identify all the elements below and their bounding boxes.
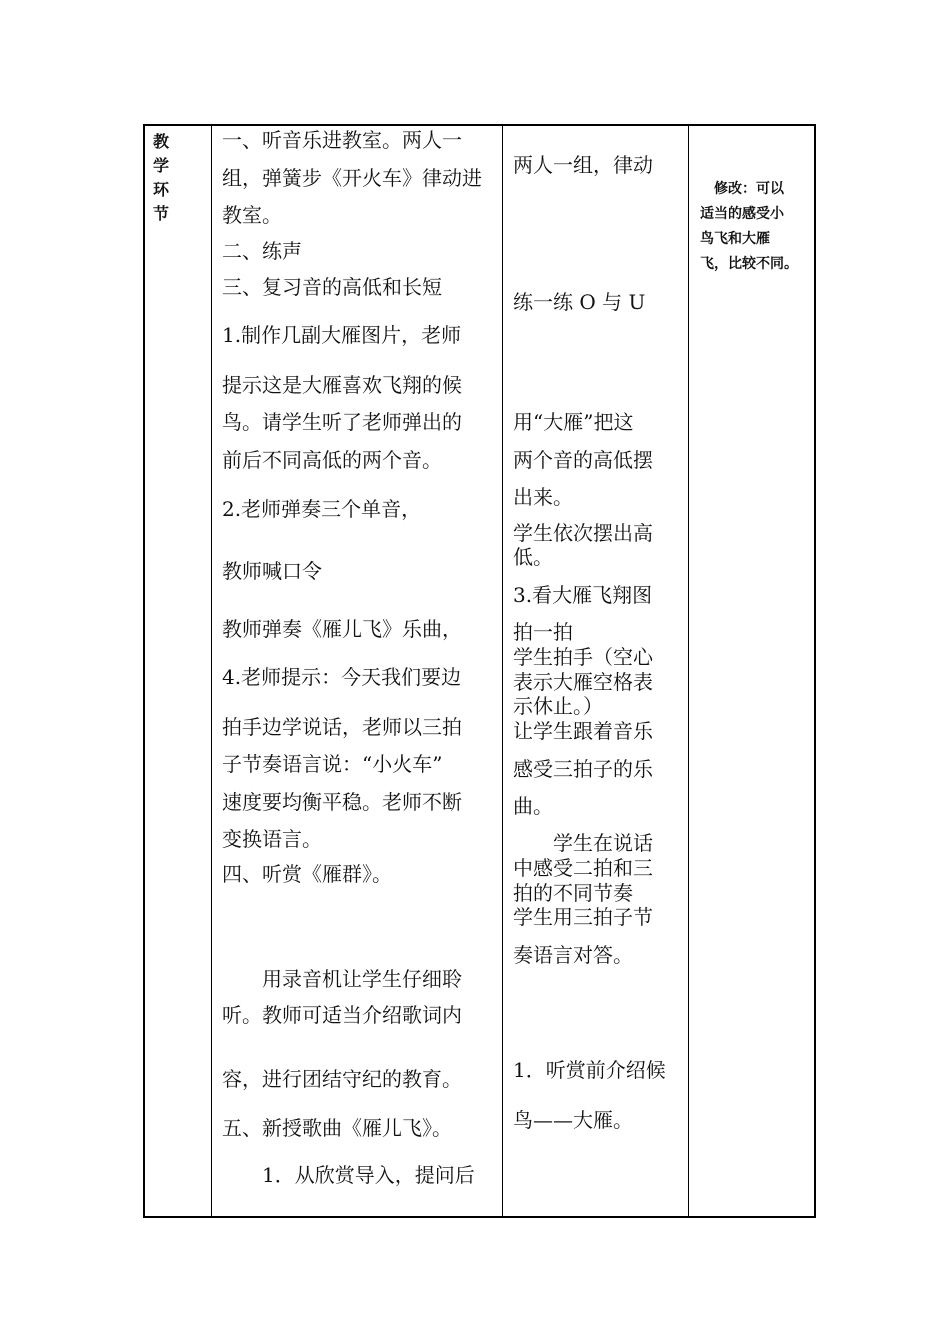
revision-note-line: 适当的感受小 <box>700 206 784 222</box>
activity-line: 学生用三拍子节 <box>513 905 653 929</box>
section-label: 教 学 环 节 <box>153 132 170 223</box>
activity-line: 出来。 <box>513 485 573 509</box>
activity-line: 鸟——大雁。 <box>513 1108 633 1132</box>
procedure-line: 听。教师可适当介绍歌词内 <box>222 1003 462 1027</box>
activity-line: 3.看大雁飞翔图 <box>513 583 653 607</box>
procedure-line: 4.老师提示：今天我们要边 <box>222 665 462 689</box>
activity-line: 拍一拍 <box>513 620 573 644</box>
activity-line: 感受三拍子的乐 <box>513 757 653 781</box>
activity-line: 中感受二拍和三 <box>513 856 653 880</box>
activity-line: 学生拍手（空心 <box>513 645 653 669</box>
procedure-line: 子节奏语言说：“小火车” <box>222 752 443 776</box>
procedure-line: 提示这是大雁喜欢飞翔的候 <box>222 373 462 397</box>
activity-line: 用“大雁”把这 <box>513 410 634 434</box>
activity-line: 低。 <box>513 545 553 569</box>
activity-line: 拍的不同节奏 <box>513 881 633 905</box>
activity-line: 表示大雁空格表 <box>513 670 653 694</box>
procedure-line: 一、听音乐进教室。两人一 <box>222 128 462 152</box>
revision-note-line: 鸟飞和大雁 <box>700 231 770 247</box>
revision-note-line: 飞，比较不同。 <box>700 256 798 272</box>
procedure-line: 1.制作几副大雁图片，老师 <box>222 323 462 347</box>
activity-line: 奏语言对答。 <box>513 943 633 967</box>
procedure-line: 二、练声 <box>222 239 302 263</box>
activity-line: 曲。 <box>513 794 553 818</box>
procedure-line: 鸟。请学生听了老师弹出的 <box>222 410 462 434</box>
activity-line: 两个音的高低摆 <box>513 448 653 472</box>
procedure-line: 2.老师弹奏三个单音， <box>222 497 422 521</box>
procedure-line: 五、新授歌曲《雁儿飞》。 <box>222 1116 452 1140</box>
activity-line: 1．听赏前介绍候 <box>513 1058 666 1082</box>
column-divider <box>211 126 212 1216</box>
activity-line: 让学生跟着音乐 <box>513 719 653 743</box>
procedure-line: 容，进行团结守纪的教育。 <box>222 1067 462 1091</box>
procedure-line: 速度要均衡平稳。老师不断 <box>222 790 462 814</box>
procedure-line: 三、复习音的高低和长短 <box>222 275 442 299</box>
activity-line: 两人一组，律动 <box>513 153 653 177</box>
procedure-line: 组，弹簧步《开火车》律动进 <box>222 166 482 190</box>
activity-line: 学生在说话 <box>513 831 653 855</box>
activity-line: 示休止。） <box>513 694 603 718</box>
procedure-line: 变换语言。 <box>222 827 322 851</box>
procedure-line: 用录音机让学生仔细聆 <box>222 967 462 991</box>
procedure-line: 前后不同高低的两个音。 <box>222 448 442 472</box>
procedure-line: 拍手边学说话，老师以三拍 <box>222 715 462 739</box>
column-divider <box>502 126 503 1216</box>
activity-line: 学生依次摆出高 <box>513 521 653 545</box>
column-divider <box>688 126 689 1216</box>
activity-line: 练一练 O 与 U <box>513 290 646 314</box>
procedure-line: 教师弹奏《雁儿飞》乐曲， <box>222 617 462 641</box>
procedure-line: 教室。 <box>222 203 282 227</box>
procedure-line: 1．从欣赏导入，提问后 <box>222 1163 475 1187</box>
procedure-line: 四、听赏《雁群》。 <box>222 862 392 886</box>
lesson-plan-table <box>143 124 816 1218</box>
procedure-line: 教师喊口令 <box>222 559 322 583</box>
revision-note-line: 修改：可以 <box>700 181 784 197</box>
